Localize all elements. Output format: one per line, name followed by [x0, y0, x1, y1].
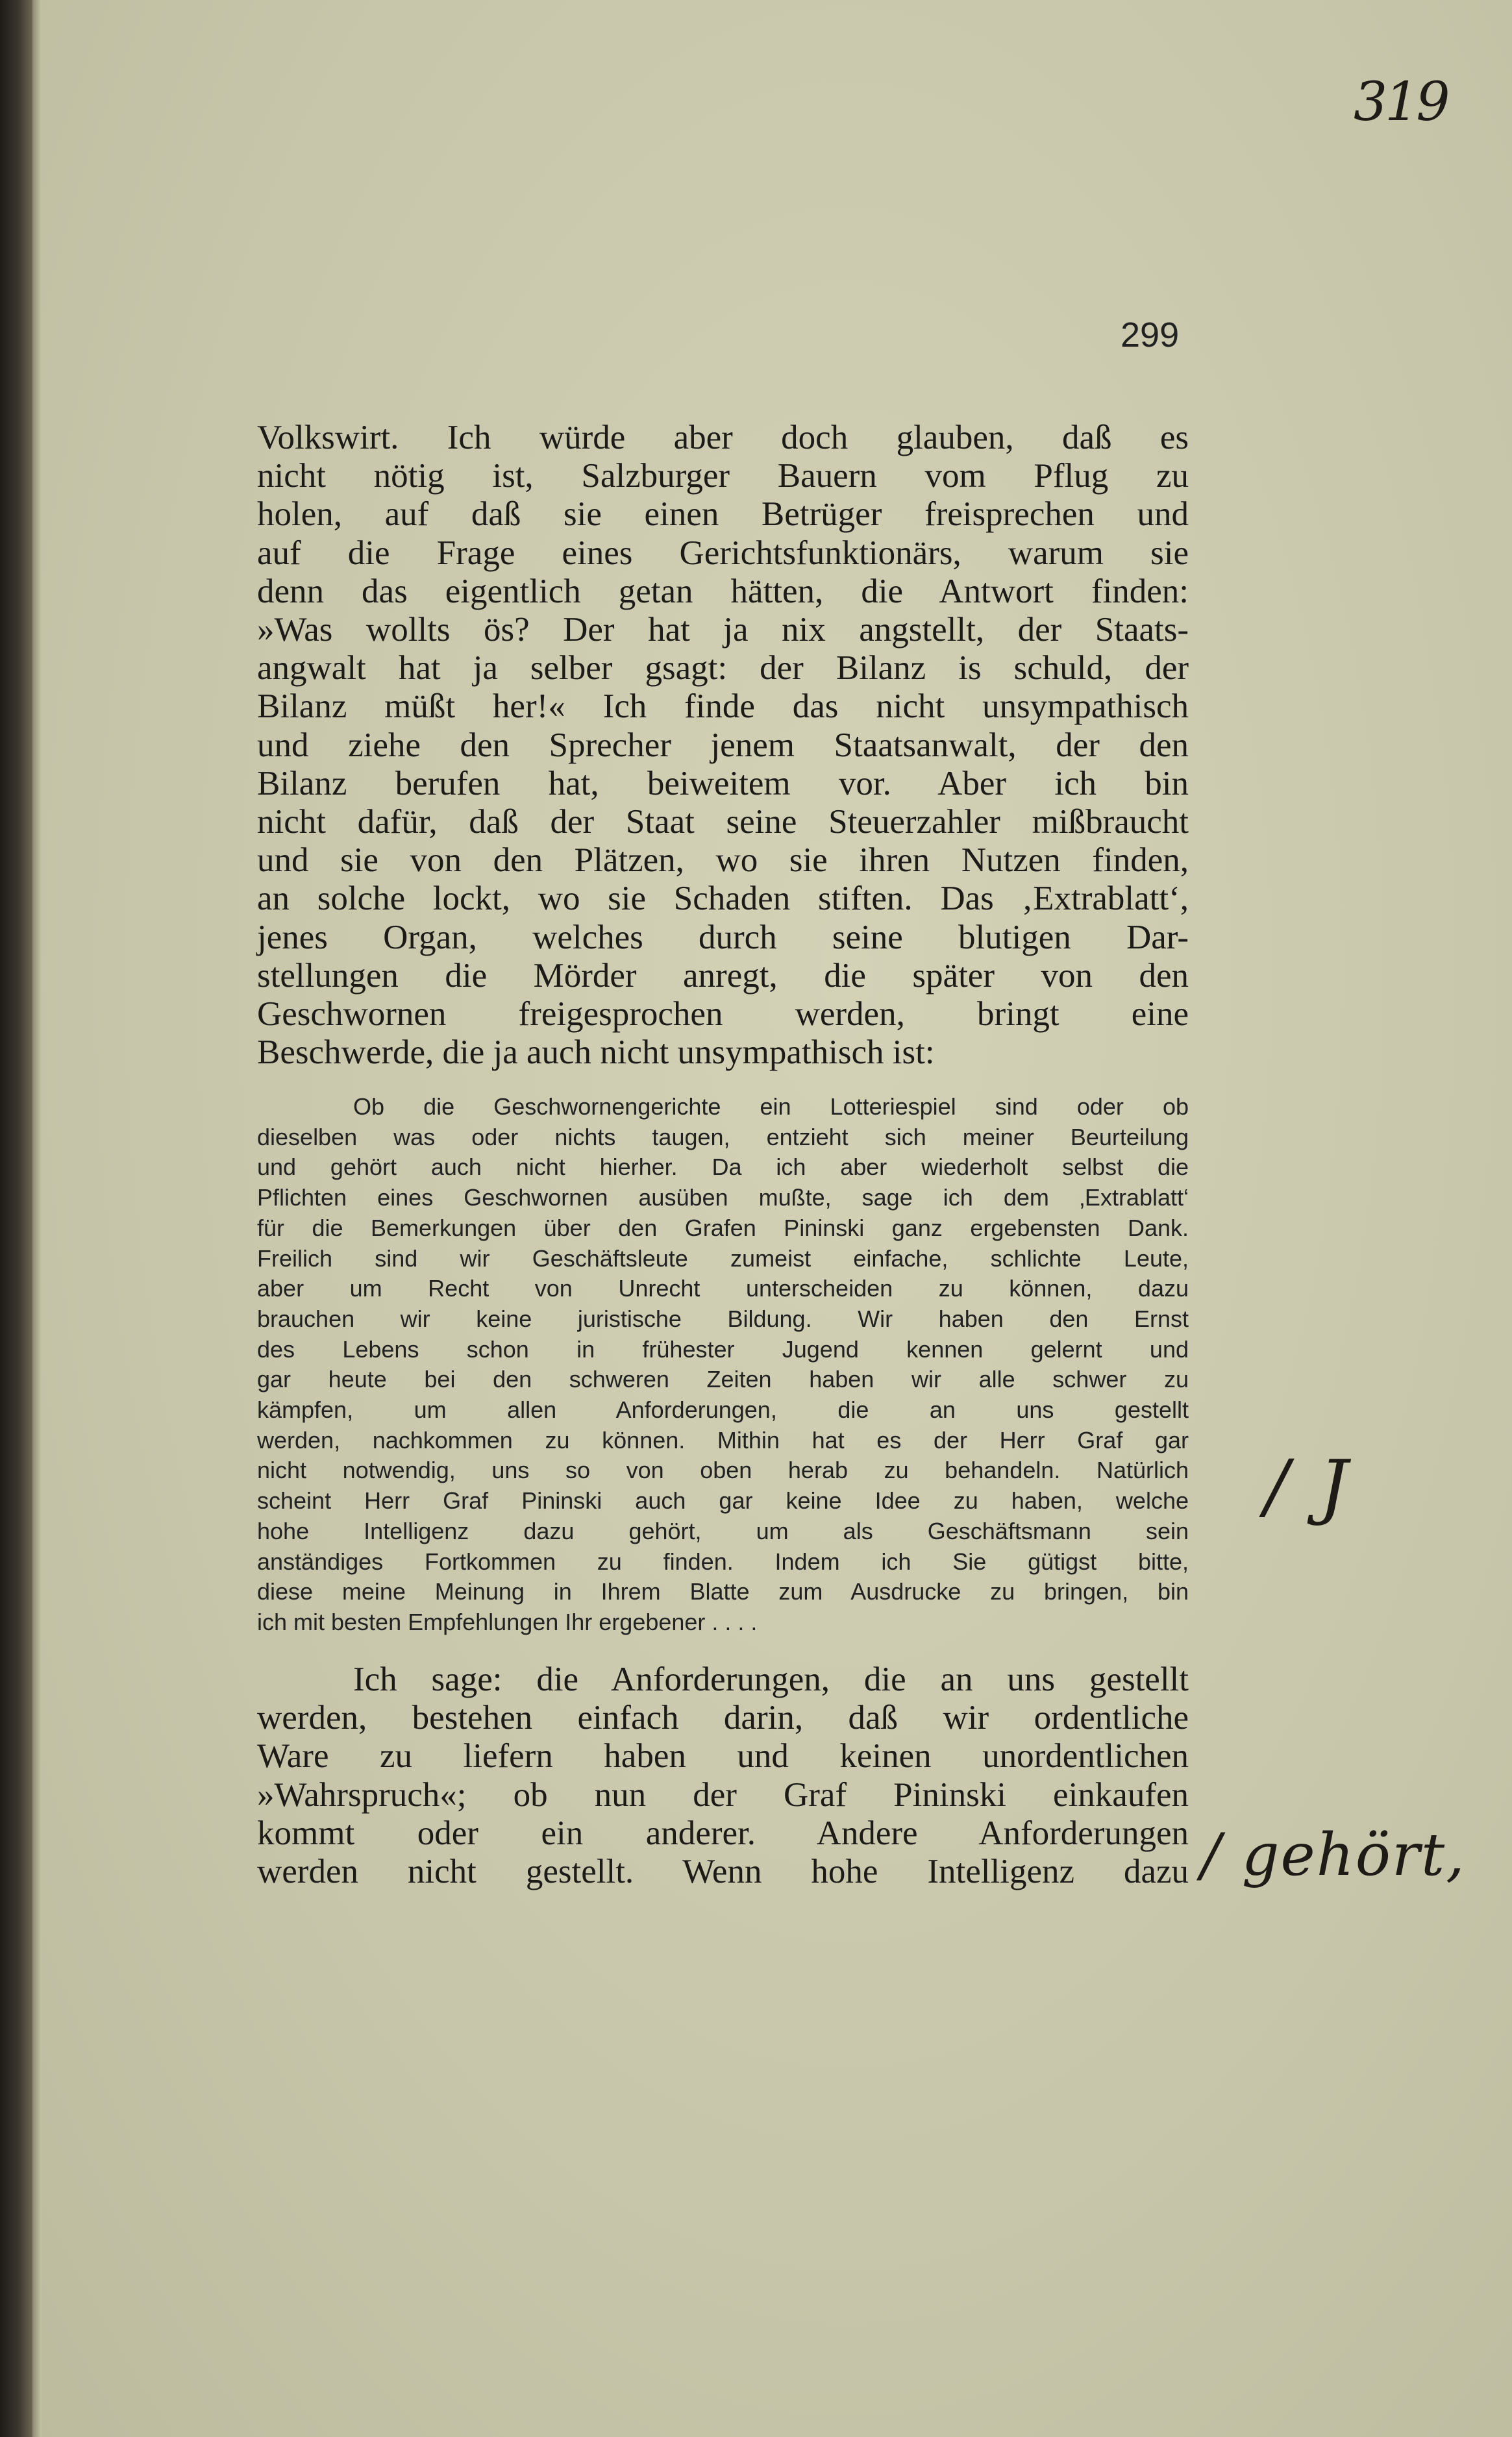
text-line: und ziehe den Sprecher jenem Staatsanwalt, der den — [257, 726, 1189, 764]
handwritten-folio-number: 319 — [1354, 71, 1448, 133]
text-line: holen, auf daß sie einen Betrüger freisprechen und — [257, 495, 1189, 534]
quote-line: diese meine Meinung in Ihrem Blatte zum Ausdrucke zu bringen, bin — [257, 1578, 1189, 1605]
paragraph-1 — [257, 419, 1189, 1072]
text-line: werden nicht gestellt. Wenn hohe Intelligenz dazu — [257, 1853, 1189, 1891]
text-line: und sie von den Plätzen, wo sie ihren Nutzen finden, — [257, 841, 1189, 880]
margin-handwritten-note: / gehört, — [1201, 1821, 1466, 1889]
quote-line: ich mit besten Empfehlungen Ihr ergebener . . . . — [257, 1608, 758, 1635]
paragraph-2 — [257, 1661, 1189, 1891]
quote-line: Ob die Geschwornengerichte ein Lotteriespiel sind oder ob — [353, 1093, 1189, 1120]
text-line: stellungen die Mörder anregt, die später von den — [257, 956, 1189, 995]
text-line: Volkswirt. Ich würde aber doch glauben, daß es — [257, 419, 1189, 456]
text-line: Geschwornen freigesprochen werden, bringt eine — [257, 995, 1189, 1033]
text-line: denn das eigentlich getan hätten, die Antwort finden: — [257, 572, 1189, 610]
quote-line: werden, nachkommen zu können. Mithin hat es der Herr Graf gar — [257, 1426, 1189, 1454]
text-line: Ware zu liefern haben und keinen unordentlichen — [257, 1737, 1189, 1775]
text-line: Bilanz müßt her!« Ich finde das nicht unsympathisch — [257, 687, 1189, 726]
quote-line: Pflichten eines Geschwornen ausüben mußte, sage ich dem ‚Extrablatt‘ — [257, 1184, 1189, 1211]
quote-line: kämpfen, um allen Anforderungen, die an uns gestellt — [257, 1396, 1189, 1424]
quote-line: und gehört auch nicht hierher. Da ich aber wiederholt selbst die — [257, 1154, 1189, 1181]
text-line: »Wahrspruch«; ob nun der Graf Pininski einkaufen — [257, 1775, 1189, 1814]
text-line: Ich sage: die Anforderungen, die an uns gestellt — [353, 1661, 1189, 1698]
quote-line: dieselben was oder nichts taugen, entzieht sich meiner Beurteilung — [257, 1123, 1189, 1150]
margin-handwritten-note: / J — [1265, 1444, 1352, 1528]
text-line: nicht dafür, daß der Staat seine Steuerzahler mißbraucht — [257, 803, 1189, 841]
quote-line: anständiges Fortkommen zu finden. Indem ich Sie gütigst bitte, — [257, 1548, 1189, 1575]
quoted-letter — [257, 1092, 1189, 1638]
text-line: an solche lockt, wo sie Schaden stiften. Das ‚Extrablatt‘, — [257, 880, 1189, 918]
text-line: Beschwerde, die ja auch nicht unsympathisch ist: — [257, 1033, 935, 1072]
quote-line: nicht notwendig, uns so von oben herab zu behandeln. Natürlich — [257, 1457, 1189, 1484]
page-number: 299 — [1121, 315, 1180, 354]
quote-line: aber um Recht von Unrecht unterscheiden zu können, dazu — [257, 1275, 1189, 1302]
quote-line: scheint Herr Graf Pininski auch gar keine Idee zu haben, welche — [257, 1487, 1189, 1515]
quote-line: brauchen wir keine juristische Bildung. Wir haben den Ernst — [257, 1305, 1189, 1332]
text-line: jenes Organ, welches durch seine blutigen Dar- — [257, 918, 1189, 956]
quote-line: Freilich sind wir Geschäftsleute zumeist einfache, schlichte Leute, — [257, 1244, 1189, 1272]
text-line: auf die Frage eines Gerichtsfunktionärs, warum sie — [257, 534, 1189, 572]
page-edge — [32, 0, 42, 2437]
text-line: werden, bestehen einfach darin, daß wir ordentliche — [257, 1699, 1189, 1737]
text-line: nicht nötig ist, Salzburger Bauern vom Pflug zu — [257, 457, 1189, 495]
quote-line: gar heute bei den schweren Zeiten haben wir alle schwer zu — [257, 1366, 1189, 1393]
text-line: Bilanz berufen hat, beiweitem vor. Aber ich bin — [257, 764, 1189, 802]
book-spine — [0, 0, 32, 2437]
text-line: angwalt hat ja selber gsagt: der Bilanz is schuld, der — [257, 649, 1189, 687]
quote-line: für die Bemerkungen über den Grafen Pininski ganz ergebensten Dank. — [257, 1214, 1189, 1241]
text-line: »Was wollts ös? Der hat ja nix angstellt, der Staats- — [257, 611, 1189, 649]
quote-line: hohe Intelligenz dazu gehört, um als Geschäftsmann sein — [257, 1517, 1189, 1544]
quote-line: des Lebens schon in frühester Jugend kennen gelernt und — [257, 1335, 1189, 1363]
text-line: kommt oder ein anderer. Andere Anforderungen — [257, 1814, 1189, 1852]
